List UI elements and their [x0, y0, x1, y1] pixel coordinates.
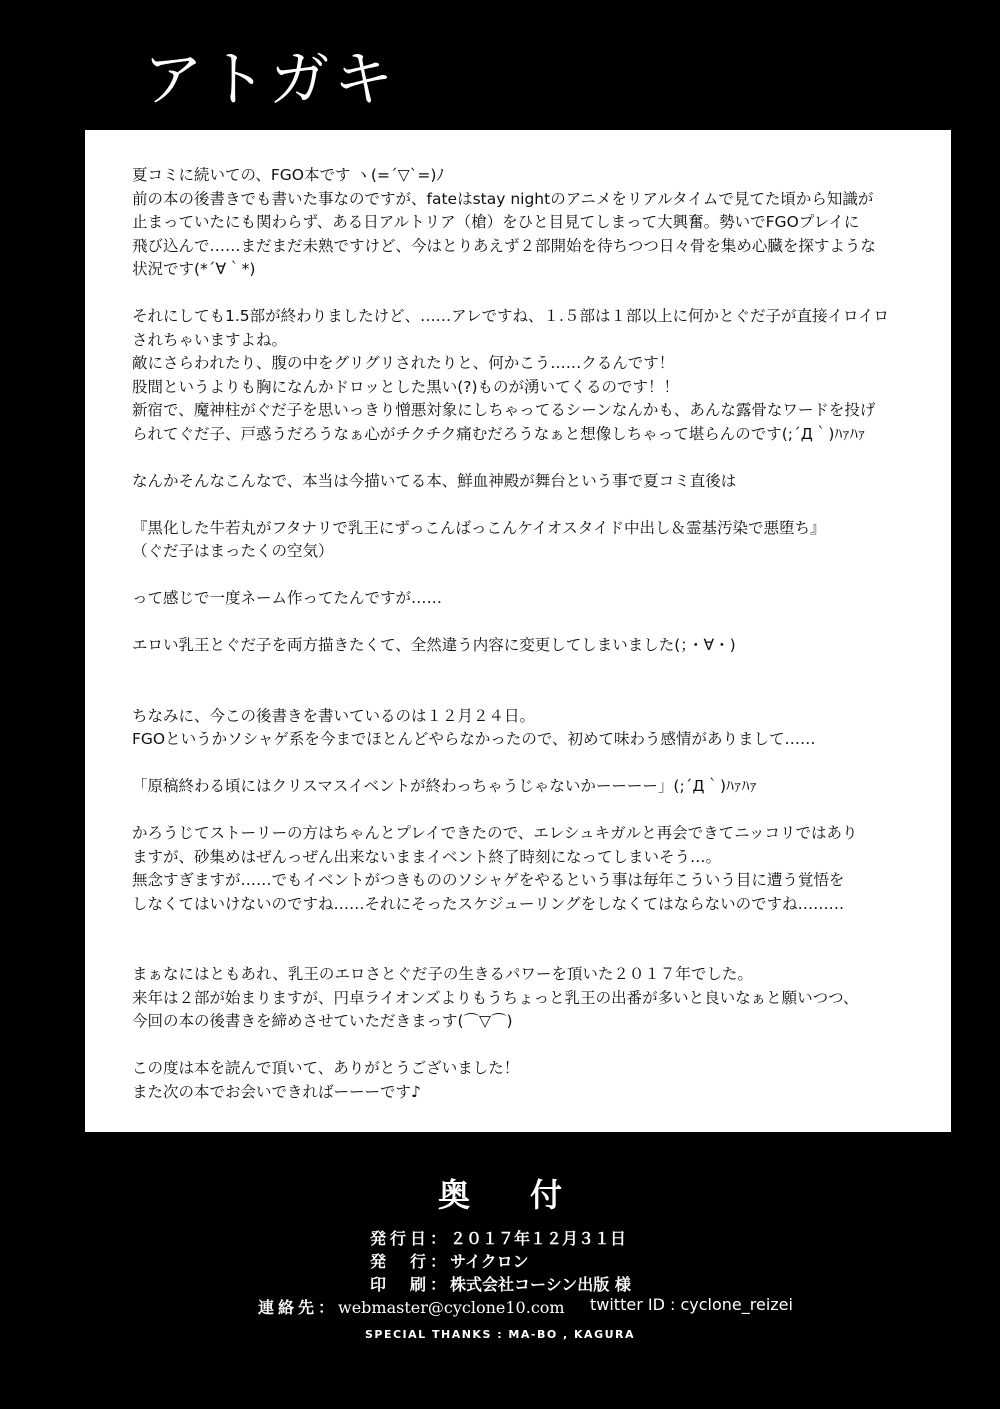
afterword-line: 無念すぎますが……でもイベントがつきもののソシャゲをやるという事は毎年こういう目に遭う覚悟を [132, 871, 845, 889]
afterword-line: 股間というよりも胸になんかドロッとした黒い(?)ものが湧いてくるのです！！ [132, 377, 680, 396]
afterword-line: しなくてはいけないのですね……それにそったスケジューリングをしなくてはならないのですね……… [132, 894, 845, 913]
afterword-line: 来年は２部が始まりますが、円卓ライオンズよりもうちょっと乳王の出番が多いと良いなぁと願いつつ、 [132, 988, 859, 1007]
afterword-line: 今回の本の後書きを締めさせていただきまっす(⌒▽⌒) [132, 1012, 513, 1030]
afterword-paragraph [132, 305, 911, 446]
afterword-paragraph [132, 164, 911, 282]
afterword-paragraph [132, 587, 911, 611]
afterword-line: かろうじてストーリーの方はちゃんとプレイできたので、エレシュキガルと再会できてニッコリではあり [132, 824, 858, 842]
contact-label: 連絡先： [258, 1298, 339, 1317]
afterword-line: この度は本を読んで頂いて、ありがとうございました！ [132, 1059, 520, 1077]
page-heading: アトガキ [143, 45, 398, 115]
publisher-row [370, 1249, 529, 1272]
afterword-line: なんかそんなこんなで、本当は今描いてる本、鮮血神殿が舞台という事で夏コミ直後は [132, 471, 737, 490]
afterword-line: 『黒化した牛若丸がフタナリで乳王にずっこんばっこんケイオスタイド中出し＆霊基汚染で悪堕ち』 [132, 518, 826, 537]
afterword-line: （ぐだ子はまったくの空気） [132, 542, 334, 560]
afterword-line: ますが、砂集めはぜんっぜん出来ないままイベント終了時刻になってしまいそう…。 [132, 847, 722, 866]
publisher-value: サイクロン [450, 1252, 529, 1271]
afterword-line: されちゃいますよね。 [132, 330, 288, 349]
afterword-line: 状況です(*´∀｀*) [132, 260, 256, 278]
twitter-id: twitter ID : cyclone_reizei [590, 1295, 793, 1314]
afterword-paragraph [132, 1057, 911, 1104]
contact-row [258, 1295, 565, 1318]
afterword-line: られてぐだ子、戸惑うだろうなぁ心がチクチク痛むだろうなぁと想像しちゃって堪らんのです(;´Д｀)ﾊｧﾊｧ [132, 424, 866, 443]
afterword-line: ちなみに、今この後書きを書いているのは１２月２４日。 [132, 706, 536, 725]
afterword-line: また次の本でお会いできればーーーです♪ [132, 1082, 421, 1101]
colophon-title: 奥付 [437, 1176, 622, 1214]
afterword-line: って感じで一度ネーム作ってたんですが…… [132, 589, 443, 607]
special-thanks: SPECIAL THANKS : MA-BO , KAGURA [364, 1328, 636, 1341]
afterword-paragraph [132, 634, 911, 658]
publisher-label: 発 行： [370, 1252, 451, 1271]
contact-email: webmaster@cyclone10.com [338, 1298, 565, 1317]
afterword-paragraph [132, 963, 911, 1034]
issue-date-label: 発行日： [370, 1229, 451, 1248]
printer-row [370, 1272, 631, 1295]
afterword-line: 前の本の後書きでも書いた事なのですが、fateはstay nightのアニメをリアルタイムで見てた頃から知識が [132, 189, 874, 208]
afterword-line: それにしても1.5部が終わりましたけど、……アレですね、１.５部は１部以上に何かとぐだ子が直接イロイロ [132, 307, 889, 325]
afterword-paragraph [132, 517, 911, 564]
printer-value: 株式会社コーシン出版 様 [450, 1275, 631, 1294]
issue-date-row [370, 1226, 626, 1249]
afterword-line: 夏コミに続いての、FGO本です ヽ(=´▽`=)ﾉ [132, 166, 445, 184]
afterword-line: 飛び込んで……まだまだ未熟ですけど、今はとりあえず２部開始を待ちつつ日々骨を集め心臓を探すような [132, 236, 876, 255]
afterword-line: 止まっていたにも関わらず、ある日アルトリア（槍）をひと目見てしまって大興奮。勢いでFGOプレイに [132, 213, 860, 231]
afterword-line: エロい乳王とぐだ子を両方描きたくて、全然違う内容に変更してしまいました(；・∀・) [132, 636, 736, 654]
afterword-paragraph [132, 705, 911, 752]
afterword-line: 「原稿終わる頃にはクリスマスイベントが終わっちゃうじゃないかーーーー」(;´Д｀)ﾊｧﾊｧ [132, 777, 758, 795]
afterword-paragraph [132, 775, 911, 799]
afterword-line: まぁなにはともあれ、乳王のエロさとぐだ子の生きるパワーを頂いた２０１７年でした。 [132, 965, 753, 983]
afterword-line: 敵にさらわれたり、腹の中をグリグリされたりと、何かこう……クるんです！ [132, 354, 675, 372]
afterword-line: FGOというかソシャゲ系を今までほとんどやらなかったので、初めて味わう感情がありまして…… [132, 730, 816, 748]
afterword-panel [85, 130, 951, 1132]
issue-date-value: ２０１７年１２月３１日 [450, 1229, 627, 1248]
afterword-line: 新宿で、魔神柱がぐだ子を思いっきり憎悪対象にしちゃってるシーンなんかも、あんな露骨なワードを投げ [132, 401, 876, 419]
afterword-paragraph [132, 822, 911, 916]
afterword-paragraph [132, 470, 911, 494]
printer-label: 印 刷： [370, 1275, 451, 1294]
